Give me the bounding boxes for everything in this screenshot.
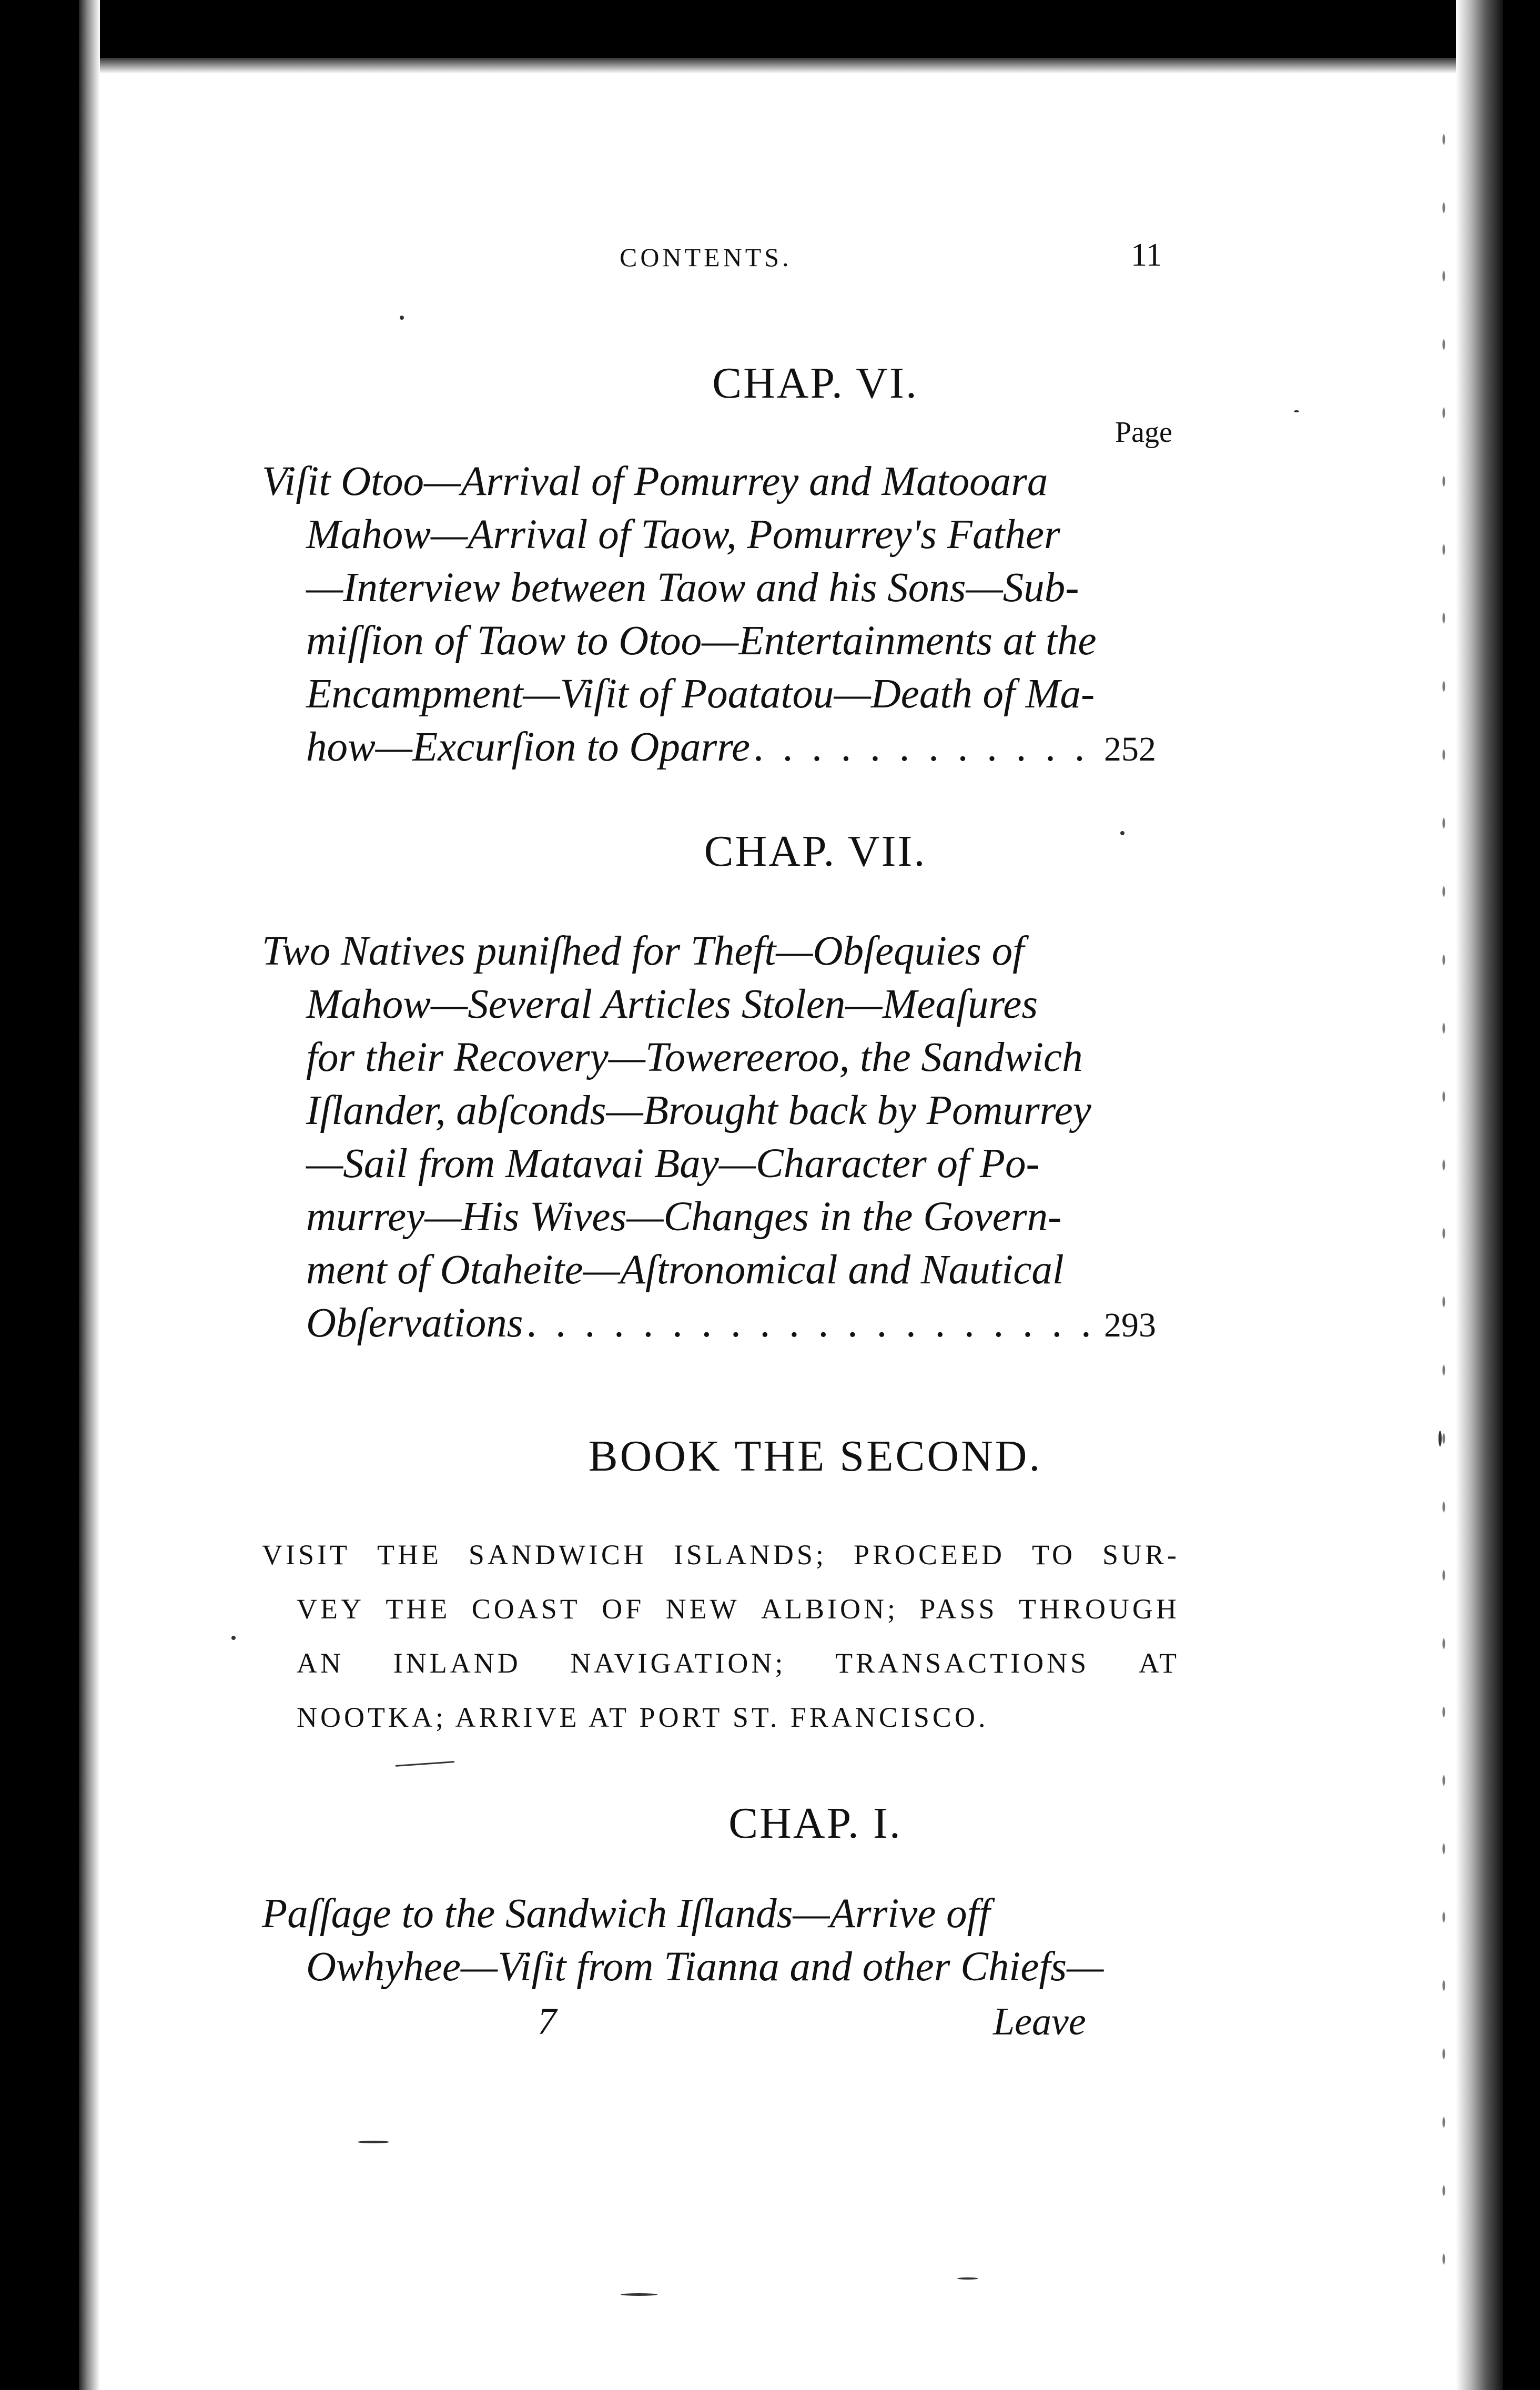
catchword: Leave [993, 2000, 1086, 2043]
running-head-title: CONTENTS. [620, 242, 792, 272]
summary-word: AT [1138, 1647, 1180, 1679]
entry-line: Owhyhee—Viſit from Tianna and other Chiefs— [306, 1944, 1104, 1990]
summary-word: SANDWICH [468, 1539, 647, 1571]
summary-word: COAST [471, 1593, 581, 1625]
scan-border-left-edge [79, 0, 100, 2390]
folio-number: 11 [1131, 237, 1162, 273]
contents-entry-chap-vii [262, 925, 1156, 1352]
entry-line: Two Natives puniſhed for Theft—Obſequies of [262, 928, 1025, 974]
entry-line: Paſſage to the Sandwich Iſlands—Arrive off [262, 1891, 990, 1937]
entry-line: Obſervations [306, 1300, 523, 1346]
entry-line: —Sail from Matavai Bay—Character of Po- [306, 1141, 1040, 1187]
entry-line: Encampment—Viſit of Poatatou—Death of Ma- [306, 671, 1095, 717]
summary-line [262, 1582, 1180, 1636]
entry-line: miſſion of Taow to Otoo—Entertainments at the [306, 618, 1097, 664]
summary-word: VISIT [262, 1539, 350, 1571]
summary-word: AN [297, 1647, 344, 1679]
summary-word: THROUGH [1018, 1593, 1180, 1625]
entry-line: murrey—His Wives—Changes in the Govern- [306, 1194, 1062, 1240]
summary-word: OF [602, 1593, 645, 1625]
chapter-heading-vii: CHAP. VII. [704, 827, 927, 876]
summary-word: THE [377, 1539, 442, 1571]
scan-speck [1120, 831, 1124, 835]
scan-speck [621, 2293, 657, 2296]
scan-speck [358, 2141, 389, 2143]
summary-word: THE [386, 1593, 451, 1625]
dot-leader [750, 721, 1098, 774]
signature-mark: 7 [538, 2000, 556, 2042]
entry-last-line [262, 1297, 1156, 1352]
chapter-heading-i: CHAP. I. [728, 1799, 902, 1848]
scan-speck [1438, 1431, 1442, 1446]
summary-line [262, 1528, 1180, 1582]
dot-leader [523, 1297, 1098, 1350]
entry-line: for their Recovery—Towereeroo, the Sandwich [306, 1035, 1083, 1080]
section-rule [396, 1761, 454, 1767]
summary-line: NOOTKA; ARRIVE AT PORT ST. FRANCISCO. [297, 1702, 989, 1733]
scan-border-top [0, 0, 1540, 58]
summary-word: INLAND [393, 1647, 521, 1679]
scan-border-top-edge [0, 58, 1540, 74]
page-reference: 252 [1104, 730, 1156, 768]
contents-entry-chap-vi [262, 455, 1156, 776]
scan-speck [957, 2277, 978, 2280]
summary-word: TO [1031, 1539, 1076, 1571]
summary-word: PASS [919, 1593, 998, 1625]
summary-word: SUR- [1102, 1539, 1180, 1571]
scan-speck [231, 1636, 236, 1640]
chapter-heading-vi: CHAP. VI. [712, 359, 918, 408]
summary-word: NEW [665, 1593, 740, 1625]
summary-word: NAVIGATION; [570, 1647, 786, 1679]
entry-last-line [262, 721, 1156, 776]
summary-word: PROCEED [853, 1539, 1005, 1571]
contents-entry-chap-i [262, 1887, 1156, 1993]
scan-speck [1294, 410, 1299, 412]
entry-line: Iſlander, abſconds—Brought back by Pomurrey [306, 1088, 1091, 1133]
summary-word: TRANSACTIONS [835, 1647, 1090, 1679]
scan-border-right [1503, 0, 1540, 2390]
book-heading: BOOK THE SECOND. [588, 1432, 1042, 1481]
summary-line [262, 1636, 1180, 1690]
entry-line: —Interview between Taow and his Sons—Sub- [306, 565, 1079, 611]
scan-border-left [0, 0, 79, 2390]
book-summary [262, 1528, 1180, 1745]
scan-border-right-edge [1456, 0, 1503, 2390]
summary-word: VEY [297, 1593, 364, 1625]
entry-line: Viſit Otoo—Arrival of Pomurrey and Matooara [262, 459, 1048, 504]
entry-line: ment of Otaheite—Aſtronomical and Nautical [306, 1247, 1064, 1293]
entry-line: how—Excurſion to Oparre [306, 724, 751, 770]
summary-word: ISLANDS; [673, 1539, 827, 1571]
page-reference: 293 [1104, 1306, 1156, 1344]
page-column-label: Page [1115, 416, 1172, 449]
summary-word: ALBION; [761, 1593, 898, 1625]
entry-line: Mahow—Arrival of Taow, Pomurrey's Father [306, 512, 1060, 558]
scan-noise [1435, 105, 1456, 2314]
scan-speck [400, 316, 404, 320]
entry-line: Mahow—Several Articles Stolen—Meaſures [306, 981, 1038, 1027]
